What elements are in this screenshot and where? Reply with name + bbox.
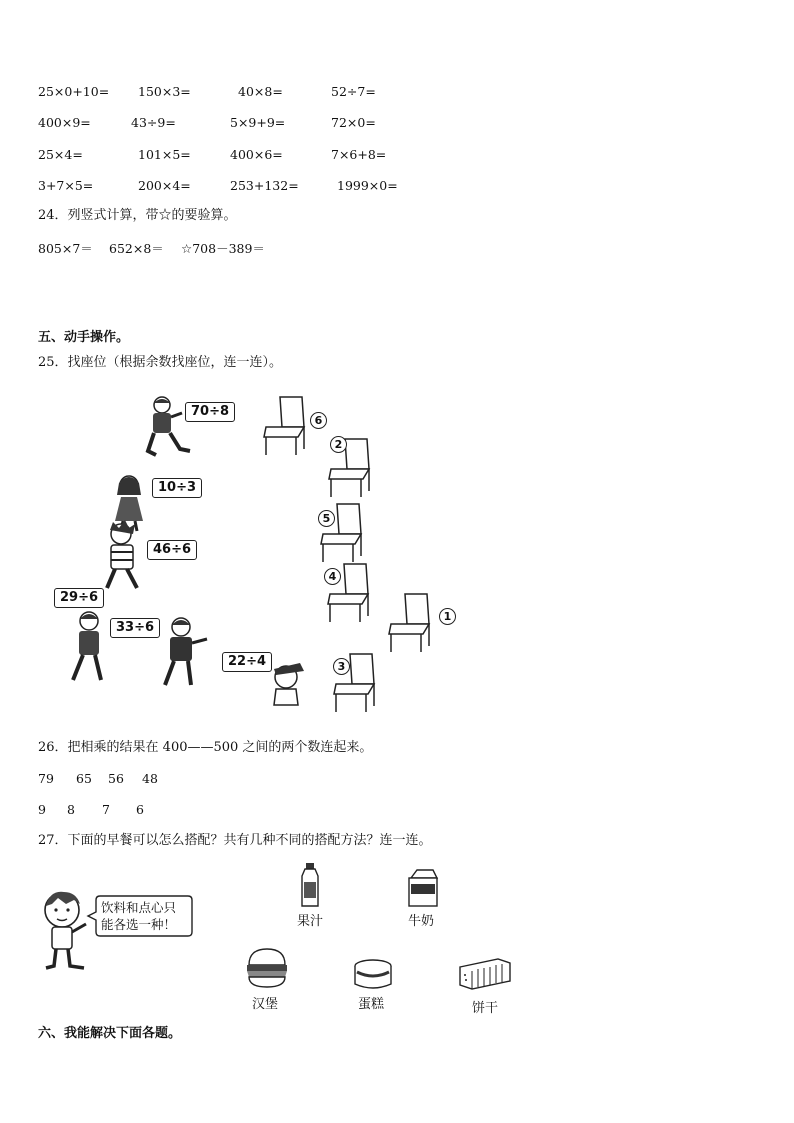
oral-item: 72×0= [331, 115, 376, 130]
number-item-top: 56 [108, 771, 124, 786]
number-item-bottom: 7 [102, 802, 110, 817]
biscuit-icon [458, 955, 512, 991]
vertical-calc-item: ☆708－389＝ [181, 241, 265, 256]
juice-bottle-icon [299, 862, 321, 908]
question-27-title: 27．下面的早餐可以怎么搭配？共有几种不同的搭配方法？连一连。 [38, 833, 432, 848]
child-figure-icon [97, 520, 152, 595]
oral-item: 150×3= [138, 84, 191, 99]
child-figure-icon [155, 615, 210, 690]
snack-label: 蛋糕 [358, 997, 385, 1012]
number-item-top: 65 [76, 771, 92, 786]
section-5-heading: 五、动手操作。 [38, 330, 130, 345]
oral-item: 52÷7= [331, 84, 376, 99]
kid-expression-label: 46÷6 [147, 540, 197, 560]
oral-item: 400×9= [38, 115, 91, 130]
number-item-bottom: 9 [38, 802, 46, 817]
oral-item: 101×5= [138, 147, 191, 162]
hamburger-icon [245, 947, 289, 989]
milk-carton-icon [405, 868, 439, 908]
oral-item: 253+132= [230, 178, 299, 193]
cake-icon [353, 958, 393, 992]
chair-number: 5 [318, 510, 335, 527]
number-item-top: 48 [142, 771, 158, 786]
oral-item: 7×6+8= [331, 147, 387, 162]
oral-item: 43÷9= [131, 115, 176, 130]
oral-item: 5×9+9= [230, 115, 286, 130]
number-item-bottom: 8 [67, 802, 75, 817]
chair-icon [262, 393, 312, 458]
kid-expression-label: 70÷8 [185, 402, 235, 422]
oral-item: 25×0+10= [38, 84, 110, 99]
drink-label: 牛奶 [408, 914, 435, 929]
chair-number: 6 [310, 412, 327, 429]
oral-item: 3+7×5= [38, 178, 94, 193]
boy-figure-icon [36, 888, 96, 978]
chair-number: 4 [324, 568, 341, 585]
question-26-title: 26．把相乘的结果在 400——500 之间的两个数连起来。 [38, 740, 373, 755]
question-25-title: 25．找座位（根据余数找座位，连一连）。 [38, 355, 283, 370]
question-24-title: 24．列竖式计算，带☆的要验算。 [38, 208, 237, 223]
oral-item: 200×4= [138, 178, 191, 193]
number-item-top: 79 [38, 771, 54, 786]
chair-number: 1 [439, 608, 456, 625]
kid-expression-label: 22÷4 [222, 652, 272, 672]
vertical-calc-item: 805×7＝ [38, 241, 93, 256]
oral-item: 40×8= [238, 84, 283, 99]
oral-item: 400×6= [230, 147, 283, 162]
kid-expression-label: 33÷6 [110, 618, 160, 638]
chair-number: 2 [330, 436, 347, 453]
speech-text-line: 饮料和点心只 [101, 900, 177, 915]
chair-number: 3 [333, 658, 350, 675]
oral-item: 1999×0= [337, 178, 398, 193]
section-6-heading: 六、我能解决下面各题。 [38, 1026, 182, 1041]
snack-label: 饼干 [472, 1001, 499, 1016]
child-figure-icon [67, 610, 112, 685]
speech-text-line: 能各选一种！ [101, 917, 177, 932]
number-item-bottom: 6 [136, 802, 144, 817]
oral-item: 25×4= [38, 147, 83, 162]
kid-expression-label: 29÷6 [54, 588, 104, 608]
kid-expression-label: 10÷3 [152, 478, 202, 498]
drink-label: 果汁 [297, 914, 324, 929]
vertical-calc-item: 652×8＝ [109, 241, 164, 256]
chair-icon [386, 590, 438, 655]
snack-label: 汉堡 [252, 997, 279, 1012]
